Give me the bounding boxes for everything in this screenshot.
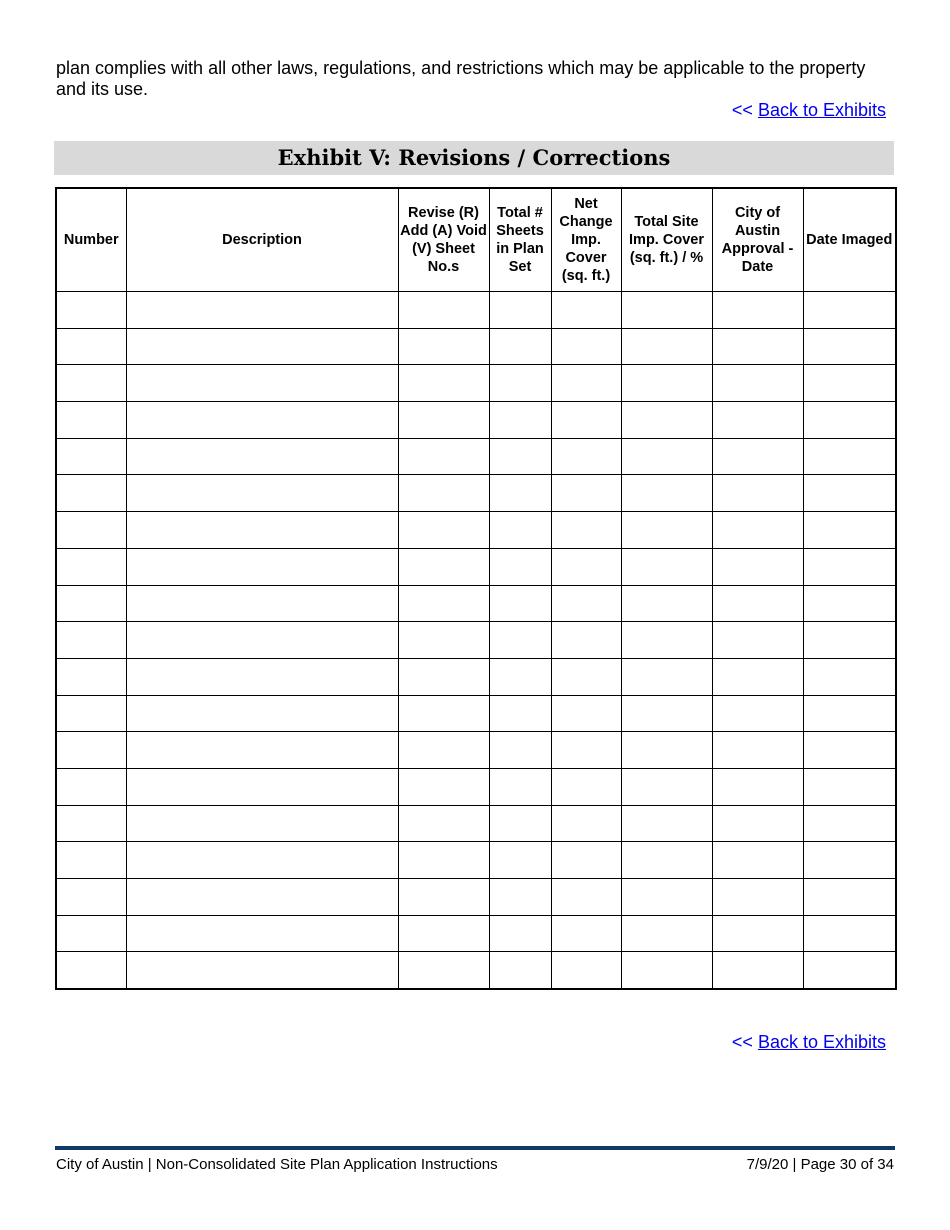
cell-approval-date[interactable]	[712, 292, 803, 329]
cell-total-sheets[interactable]	[489, 402, 551, 439]
cell-total-sheets[interactable]	[489, 732, 551, 769]
cell-number[interactable]	[56, 548, 126, 585]
header-approval-date: City of Austin Approval - Date	[712, 188, 803, 292]
cell-date-imaged[interactable]	[803, 768, 896, 805]
header-sheet-numbers: Revise (R) Add (A) Void (V) Sheet No.s	[398, 188, 489, 292]
cell-description[interactable]	[126, 438, 398, 475]
cell-sheet-numbers[interactable]	[398, 805, 489, 842]
cell-sheet-numbers[interactable]	[398, 548, 489, 585]
cell-number[interactable]	[56, 842, 126, 879]
cell-approval-date[interactable]	[712, 585, 803, 622]
cell-date-imaged[interactable]	[803, 658, 896, 695]
exhibit-title: Exhibit V: Revisions / Corrections	[54, 141, 894, 175]
cell-total-site-cover[interactable]	[621, 622, 712, 659]
table-row	[56, 879, 896, 916]
cell-date-imaged[interactable]	[803, 805, 896, 842]
cell-net-change[interactable]	[551, 585, 621, 622]
cell-sheet-numbers[interactable]	[398, 732, 489, 769]
cell-date-imaged[interactable]	[803, 952, 896, 989]
cell-net-change[interactable]	[551, 768, 621, 805]
table-row	[56, 438, 896, 475]
header-description: Description	[126, 188, 398, 292]
cell-number[interactable]	[56, 915, 126, 952]
cell-net-change[interactable]	[551, 695, 621, 732]
cell-total-sheets[interactable]	[489, 915, 551, 952]
cell-total-site-cover[interactable]	[621, 548, 712, 585]
cell-total-site-cover[interactable]	[621, 292, 712, 329]
cell-total-sheets[interactable]	[489, 512, 551, 549]
cell-net-change[interactable]	[551, 438, 621, 475]
cell-date-imaged[interactable]	[803, 365, 896, 402]
cell-date-imaged[interactable]	[803, 475, 896, 512]
cell-total-sheets[interactable]	[489, 952, 551, 989]
cell-total-sheets[interactable]	[489, 292, 551, 329]
cell-sheet-numbers[interactable]	[398, 915, 489, 952]
cell-date-imaged[interactable]	[803, 438, 896, 475]
intro-paragraph: plan complies with all other laws, regulations, and restrictions which may be applicable to the property and its use.	[56, 58, 866, 99]
table-row	[56, 695, 896, 732]
cell-approval-date[interactable]	[712, 915, 803, 952]
cell-number[interactable]	[56, 732, 126, 769]
cell-total-site-cover[interactable]	[621, 365, 712, 402]
cell-number[interactable]	[56, 365, 126, 402]
cell-total-sheets[interactable]	[489, 695, 551, 732]
table-row	[56, 402, 896, 439]
cell-net-change[interactable]	[551, 952, 621, 989]
cell-total-site-cover[interactable]	[621, 402, 712, 439]
cell-date-imaged[interactable]	[803, 548, 896, 585]
cell-approval-date[interactable]	[712, 512, 803, 549]
cell-total-sheets[interactable]	[489, 768, 551, 805]
cell-number[interactable]	[56, 585, 126, 622]
cell-approval-date[interactable]	[712, 402, 803, 439]
cell-number[interactable]	[56, 292, 126, 329]
cell-total-sheets[interactable]	[489, 879, 551, 916]
cell-net-change[interactable]	[551, 365, 621, 402]
cell-description[interactable]	[126, 402, 398, 439]
cell-description[interactable]	[126, 328, 398, 365]
cell-date-imaged[interactable]	[803, 915, 896, 952]
cell-approval-date[interactable]	[712, 622, 803, 659]
cell-sheet-numbers[interactable]	[398, 512, 489, 549]
table-row	[56, 842, 896, 879]
cell-net-change[interactable]	[551, 328, 621, 365]
cell-total-site-cover[interactable]	[621, 805, 712, 842]
cell-number[interactable]	[56, 475, 126, 512]
table-row	[56, 915, 896, 952]
footer-page-info: 7/9/20 | Page 30 of 34	[746, 1156, 894, 1173]
cell-total-site-cover[interactable]	[621, 475, 712, 512]
cell-number[interactable]	[56, 695, 126, 732]
header-total-sheets: Total # Sheets in Plan Set	[489, 188, 551, 292]
cell-approval-date[interactable]	[712, 328, 803, 365]
header-date-imaged: Date Imaged	[803, 188, 896, 292]
cell-number[interactable]	[56, 402, 126, 439]
table-row	[56, 768, 896, 805]
cell-total-site-cover[interactable]	[621, 952, 712, 989]
cell-number[interactable]	[56, 658, 126, 695]
back-to-exhibits-link[interactable]: Back to Exhibits	[757, 100, 886, 120]
cell-sheet-numbers[interactable]	[398, 438, 489, 475]
cell-sheet-numbers[interactable]	[398, 622, 489, 659]
cell-total-site-cover[interactable]	[621, 328, 712, 365]
revisions-table	[55, 187, 897, 990]
cell-approval-date[interactable]	[712, 732, 803, 769]
footer-title: City of Austin | Non-Consolidated Site Plan Application Instructions	[56, 1156, 498, 1173]
cell-sheet-numbers[interactable]	[398, 879, 489, 916]
cell-approval-date[interactable]	[712, 438, 803, 475]
back-arrows: <<	[731, 1032, 753, 1052]
cell-net-change[interactable]	[551, 658, 621, 695]
back-to-exhibits-link[interactable]: Back to Exhibits	[757, 1032, 886, 1052]
cell-description[interactable]	[126, 915, 398, 952]
cell-total-site-cover[interactable]	[621, 915, 712, 952]
cell-description[interactable]	[126, 658, 398, 695]
footer-rule	[55, 1146, 895, 1150]
cell-net-change[interactable]	[551, 915, 621, 952]
cell-sheet-numbers[interactable]	[398, 842, 489, 879]
table-row	[56, 658, 896, 695]
cell-net-change[interactable]	[551, 805, 621, 842]
cell-number[interactable]	[56, 512, 126, 549]
cell-number[interactable]	[56, 805, 126, 842]
cell-number[interactable]	[56, 328, 126, 365]
table-header-row	[56, 188, 896, 292]
cell-total-sheets[interactable]	[489, 585, 551, 622]
cell-total-sheets[interactable]	[489, 365, 551, 402]
cell-total-site-cover[interactable]	[621, 768, 712, 805]
cell-total-sheets[interactable]	[489, 438, 551, 475]
cell-net-change[interactable]	[551, 402, 621, 439]
cell-total-sheets[interactable]	[489, 622, 551, 659]
cell-total-sheets[interactable]	[489, 475, 551, 512]
table-body	[56, 292, 896, 990]
back-arrows: <<	[731, 100, 753, 120]
cell-sheet-numbers[interactable]	[398, 658, 489, 695]
cell-date-imaged[interactable]	[803, 328, 896, 365]
cell-sheet-numbers[interactable]	[398, 585, 489, 622]
cell-net-change[interactable]	[551, 475, 621, 512]
table-row	[56, 512, 896, 549]
cell-sheet-numbers[interactable]	[398, 292, 489, 329]
cell-description[interactable]	[126, 512, 398, 549]
cell-approval-date[interactable]	[712, 475, 803, 512]
table-row	[56, 732, 896, 769]
cell-sheet-numbers[interactable]	[398, 695, 489, 732]
cell-sheet-numbers[interactable]	[398, 768, 489, 805]
cell-total-site-cover[interactable]	[621, 438, 712, 475]
cell-total-sheets[interactable]	[489, 842, 551, 879]
cell-total-sheets[interactable]	[489, 805, 551, 842]
cell-total-site-cover[interactable]	[621, 842, 712, 879]
cell-number[interactable]	[56, 622, 126, 659]
cell-sheet-numbers[interactable]	[398, 475, 489, 512]
cell-net-change[interactable]	[551, 512, 621, 549]
cell-description[interactable]	[126, 585, 398, 622]
cell-total-site-cover[interactable]	[621, 585, 712, 622]
back-to-exhibits-top	[732, 100, 886, 121]
cell-description[interactable]	[126, 622, 398, 659]
table-row	[56, 952, 896, 989]
cell-approval-date[interactable]	[712, 952, 803, 989]
cell-approval-date[interactable]	[712, 805, 803, 842]
cell-sheet-numbers[interactable]	[398, 365, 489, 402]
cell-net-change[interactable]	[551, 622, 621, 659]
cell-date-imaged[interactable]	[803, 585, 896, 622]
cell-description[interactable]	[126, 768, 398, 805]
cell-net-change[interactable]	[551, 879, 621, 916]
cell-sheet-numbers[interactable]	[398, 328, 489, 365]
cell-date-imaged[interactable]	[803, 695, 896, 732]
cell-description[interactable]	[126, 475, 398, 512]
cell-sheet-numbers[interactable]	[398, 402, 489, 439]
table-row	[56, 622, 896, 659]
table-row	[56, 585, 896, 622]
cell-date-imaged[interactable]	[803, 512, 896, 549]
cell-description[interactable]	[126, 292, 398, 329]
cell-description[interactable]	[126, 842, 398, 879]
cell-description[interactable]	[126, 365, 398, 402]
cell-approval-date[interactable]	[712, 658, 803, 695]
cell-description[interactable]	[126, 732, 398, 769]
cell-approval-date[interactable]	[712, 768, 803, 805]
cell-total-site-cover[interactable]	[621, 512, 712, 549]
cell-total-sheets[interactable]	[489, 548, 551, 585]
table-row	[56, 292, 896, 329]
cell-date-imaged[interactable]	[803, 879, 896, 916]
cell-approval-date[interactable]	[712, 548, 803, 585]
cell-total-sheets[interactable]	[489, 658, 551, 695]
cell-approval-date[interactable]	[712, 879, 803, 916]
cell-net-change[interactable]	[551, 732, 621, 769]
cell-total-site-cover[interactable]	[621, 732, 712, 769]
cell-total-site-cover[interactable]	[621, 879, 712, 916]
cell-number[interactable]	[56, 438, 126, 475]
cell-date-imaged[interactable]	[803, 402, 896, 439]
cell-date-imaged[interactable]	[803, 622, 896, 659]
table-row	[56, 475, 896, 512]
cell-approval-date[interactable]	[712, 842, 803, 879]
cell-description[interactable]	[126, 695, 398, 732]
cell-total-site-cover[interactable]	[621, 658, 712, 695]
header-net-change: Net Change Imp. Cover (sq. ft.)	[551, 188, 621, 292]
cell-date-imaged[interactable]	[803, 292, 896, 329]
cell-description[interactable]	[126, 952, 398, 989]
table-row	[56, 805, 896, 842]
table-row	[56, 328, 896, 365]
cell-approval-date[interactable]	[712, 695, 803, 732]
cell-number[interactable]	[56, 768, 126, 805]
header-number: Number	[56, 188, 126, 292]
back-to-exhibits-bottom	[732, 1032, 886, 1053]
table-row	[56, 365, 896, 402]
cell-description[interactable]	[126, 548, 398, 585]
cell-net-change[interactable]	[551, 842, 621, 879]
table-row	[56, 548, 896, 585]
cell-number[interactable]	[56, 879, 126, 916]
cell-date-imaged[interactable]	[803, 732, 896, 769]
cell-net-change[interactable]	[551, 292, 621, 329]
cell-number[interactable]	[56, 952, 126, 989]
header-total-site-cover: Total Site Imp. Cover (sq. ft.) / %	[621, 188, 712, 292]
cell-sheet-numbers[interactable]	[398, 952, 489, 989]
cell-description[interactable]	[126, 805, 398, 842]
cell-date-imaged[interactable]	[803, 842, 896, 879]
cell-net-change[interactable]	[551, 548, 621, 585]
cell-total-site-cover[interactable]	[621, 695, 712, 732]
cell-description[interactable]	[126, 879, 398, 916]
cell-approval-date[interactable]	[712, 365, 803, 402]
cell-total-sheets[interactable]	[489, 328, 551, 365]
